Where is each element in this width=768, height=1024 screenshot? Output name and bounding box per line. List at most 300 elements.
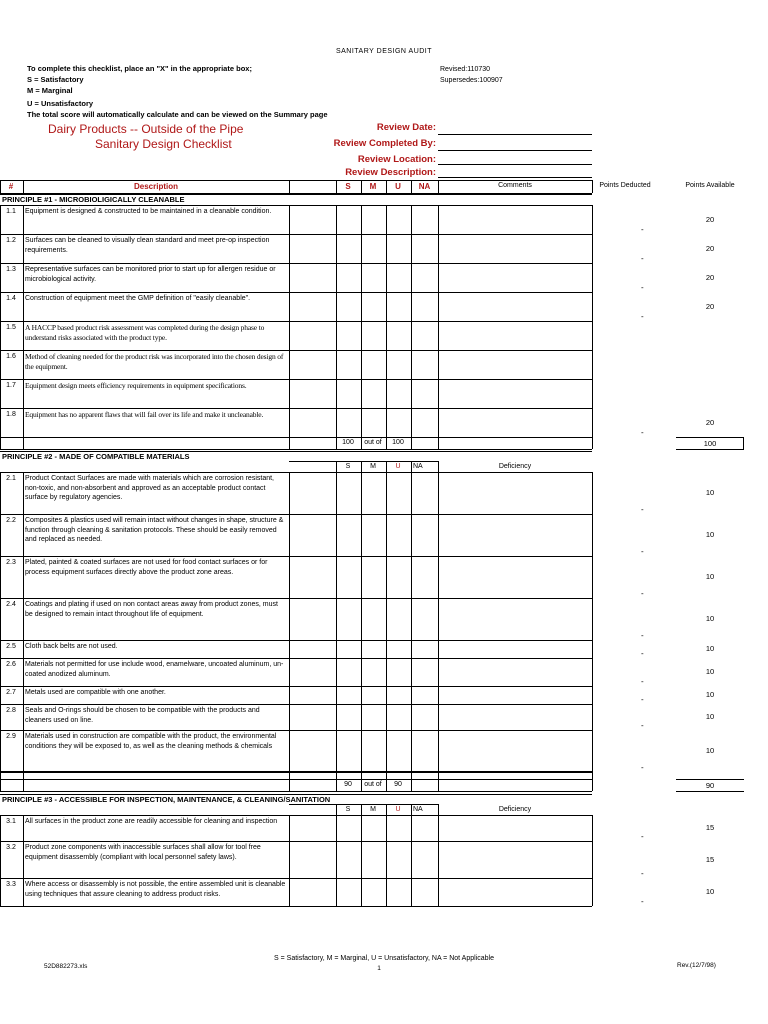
- checkbox-s[interactable]: [337, 816, 361, 841]
- grid-hline: [0, 771, 592, 772]
- item-number: 2.1: [6, 475, 16, 482]
- comment-cell[interactable]: [439, 351, 591, 379]
- supersedes-label: Supersedes:100907: [440, 77, 503, 84]
- grid-vline: [0, 771, 1, 779]
- checkbox-s[interactable]: [337, 351, 361, 379]
- points-available: 20: [705, 302, 715, 311]
- grid-vline: [592, 350, 593, 379]
- grid-vline: [289, 704, 290, 730]
- checkbox-m[interactable]: [362, 731, 386, 772]
- checkbox-u[interactable]: [387, 687, 411, 704]
- checkbox-m[interactable]: [362, 659, 386, 686]
- points-deducted: -: [641, 631, 644, 640]
- grid-vline: [411, 180, 412, 193]
- col-header-s: S: [345, 182, 351, 191]
- item-description: Product zone components with inaccessible surfaces shall allow for tool free equipment disassembly (compliant with local personnel safety laws).: [25, 844, 261, 861]
- comment-cell[interactable]: [439, 816, 591, 841]
- checkbox-u[interactable]: [387, 515, 411, 556]
- grid-vline: [0, 779, 1, 791]
- item-description: Where access or disassembly is not possible, the entire assembled unit is cleanable using techniques that assure cleaning to address product risks.: [25, 881, 286, 898]
- checkbox-m[interactable]: [362, 351, 386, 379]
- checkbox-na[interactable]: [412, 380, 438, 408]
- subheader-deficiency: Deficiency: [498, 806, 532, 813]
- grid-vline: [289, 841, 290, 878]
- checkbox-na[interactable]: [412, 816, 438, 841]
- checkbox-u[interactable]: [387, 206, 411, 234]
- subheader-na: NA: [413, 463, 423, 470]
- points-deducted: -: [641, 254, 644, 263]
- checkbox-m[interactable]: [362, 380, 386, 408]
- checkbox-m[interactable]: [362, 473, 386, 514]
- comment-cell[interactable]: [439, 322, 591, 350]
- section-score: 90: [344, 781, 352, 788]
- points-deducted: -: [641, 428, 644, 437]
- grid-hline: [676, 779, 744, 780]
- item-description: Seals and O-rings should be chosen to be compatible with the products and cleaners used on line.: [25, 707, 260, 724]
- checkbox-s[interactable]: [337, 293, 361, 321]
- section-max: 100: [392, 439, 404, 446]
- footer-page-number: 1: [377, 965, 381, 972]
- grid-vline: [592, 686, 593, 704]
- points-available: 10: [705, 488, 715, 497]
- checkbox-s[interactable]: [337, 264, 361, 292]
- comment-cell[interactable]: [439, 473, 591, 514]
- points-deducted: -: [641, 763, 644, 772]
- checkbox-na[interactable]: [412, 293, 438, 321]
- checkbox-u[interactable]: [387, 659, 411, 686]
- checkbox-u[interactable]: [387, 599, 411, 640]
- grid-vline: [23, 263, 24, 292]
- checkbox-s[interactable]: [337, 380, 361, 408]
- item-number: 3.1: [6, 818, 16, 825]
- comment-cell[interactable]: [439, 731, 591, 772]
- col-header-number: #: [8, 182, 14, 191]
- grid-vline: [592, 180, 593, 193]
- checklist-heading: Dairy Products -- Outside of the Pipe: [48, 122, 244, 136]
- grid-vline: [23, 658, 24, 686]
- checkbox-s[interactable]: [337, 731, 361, 772]
- checkbox-m[interactable]: [362, 557, 386, 598]
- grid-vline: [592, 730, 593, 772]
- checkbox-m[interactable]: [362, 599, 386, 640]
- section-out-of: out of: [364, 781, 382, 788]
- grid-hline: [0, 791, 592, 792]
- points-available: 15: [705, 823, 715, 832]
- checkbox-s[interactable]: [337, 322, 361, 350]
- item-number: 1.1: [6, 208, 16, 215]
- checkbox-u[interactable]: [387, 351, 411, 379]
- grid-vline: [592, 598, 593, 640]
- grid-vline: [438, 779, 439, 791]
- grid-vline: [289, 292, 290, 321]
- grid-vline: [592, 205, 593, 234]
- checkbox-m[interactable]: [362, 409, 386, 437]
- review-description-label: Review Description:: [345, 167, 436, 178]
- checkbox-m[interactable]: [362, 816, 386, 841]
- grid-vline: [23, 379, 24, 408]
- grid-vline: [361, 771, 362, 779]
- grid-vline: [592, 408, 593, 437]
- item-number: 2.5: [6, 643, 16, 650]
- checkbox-m[interactable]: [362, 842, 386, 878]
- revised-label: Revised:110730: [440, 66, 491, 73]
- col-header-points-available: Points Available: [685, 182, 735, 189]
- item-number: 2.7: [6, 689, 16, 696]
- grid-vline: [592, 640, 593, 658]
- subheader-s: S: [345, 806, 351, 813]
- item-description: Coatings and plating if used on non contact areas away from product zones, must be designed to remain intact throughout life of equipment.: [25, 601, 278, 618]
- item-number: 1.4: [6, 295, 16, 302]
- item-description: Representative surfaces can be monitored prior to start up for allergen residue or microbiological activity.: [25, 266, 276, 283]
- grid-vline: [23, 321, 24, 350]
- points-deducted: -: [641, 283, 644, 292]
- instruction-line-1: To complete this checklist, place an "X" in the appropriate box;: [27, 64, 252, 73]
- instruction-line-4: U = Unsatisfactory: [27, 99, 94, 108]
- item-number: 3.3: [6, 881, 16, 888]
- checkbox-na[interactable]: [412, 557, 438, 598]
- section-points-total: 90: [705, 781, 715, 790]
- item-description: A HACCP based product risk assessment was completed during the design phase to understand risks associated with the product type.: [25, 323, 265, 342]
- checkbox-u[interactable]: [387, 879, 411, 906]
- grid-vline: [289, 437, 290, 449]
- comment-cell[interactable]: [439, 687, 591, 704]
- checkbox-u[interactable]: [387, 235, 411, 263]
- checkbox-na[interactable]: [412, 705, 438, 730]
- grid-vline: [289, 514, 290, 556]
- review-completed-by-label: Review Completed By:: [333, 138, 436, 149]
- subheader-m: M: [370, 806, 376, 813]
- checkbox-m[interactable]: [362, 235, 386, 263]
- checkbox-na[interactable]: [412, 515, 438, 556]
- points-available: 20: [705, 244, 715, 253]
- grid-vline: [411, 804, 412, 815]
- footer-filename: 52D882273.xls: [44, 963, 88, 970]
- grid-vline: [438, 771, 439, 779]
- checkbox-s[interactable]: [337, 659, 361, 686]
- grid-vline: [289, 321, 290, 350]
- grid-vline: [592, 472, 593, 514]
- grid-vline: [23, 779, 24, 791]
- grid-vline: [289, 556, 290, 598]
- item-number: 3.2: [6, 844, 16, 851]
- grid-vline: [592, 704, 593, 730]
- checkbox-na[interactable]: [412, 409, 438, 437]
- checkbox-na[interactable]: [412, 206, 438, 234]
- grid-vline: [289, 686, 290, 704]
- grid-vline: [289, 379, 290, 408]
- grid-vline: [23, 878, 24, 906]
- checkbox-s[interactable]: [337, 515, 361, 556]
- checkbox-na[interactable]: [412, 842, 438, 878]
- points-deducted: -: [641, 832, 644, 841]
- item-description: Method of cleaning needed for the product risk was incorporated into the chosen design of the equipment.: [25, 352, 284, 371]
- points-deducted: -: [641, 897, 644, 906]
- grid-vline: [361, 180, 362, 193]
- grid-vline: [592, 841, 593, 878]
- grid-vline: [0, 180, 1, 193]
- checkbox-s[interactable]: [337, 409, 361, 437]
- grid-vline: [23, 686, 24, 704]
- checkbox-m[interactable]: [362, 705, 386, 730]
- checkbox-na[interactable]: [412, 879, 438, 906]
- section-max: 90: [394, 781, 402, 788]
- checkbox-m[interactable]: [362, 322, 386, 350]
- col-header-na: NA: [418, 182, 431, 191]
- item-number: 1.3: [6, 266, 16, 273]
- item-number: 2.8: [6, 707, 16, 714]
- comment-cell[interactable]: [439, 879, 591, 906]
- checklist-subheading: Sanitary Design Checklist: [95, 137, 232, 151]
- review-date-label: Review Date:: [376, 122, 436, 133]
- points-available: 10: [705, 690, 715, 699]
- grid-hline: [0, 437, 592, 438]
- grid-vline: [592, 437, 593, 449]
- comment-cell[interactable]: [439, 842, 591, 878]
- grid-vline: [592, 556, 593, 598]
- grid-vline: [23, 514, 24, 556]
- points-available: 10: [705, 614, 715, 623]
- checkbox-u[interactable]: [387, 731, 411, 772]
- item-description: Cloth back belts are not used.: [25, 643, 118, 650]
- grid-vline: [289, 730, 290, 772]
- points-available: 10: [705, 667, 715, 676]
- item-number: 1.2: [6, 237, 16, 244]
- grid-vline: [23, 556, 24, 598]
- subheader-s: S: [345, 463, 351, 470]
- checkbox-u[interactable]: [387, 641, 411, 658]
- section-score: 100: [342, 439, 354, 446]
- grid-vline: [438, 180, 439, 193]
- grid-vline: [23, 815, 24, 841]
- grid-vline: [438, 437, 439, 449]
- grid-vline: [23, 841, 24, 878]
- grid-vline: [386, 771, 387, 779]
- comment-cell[interactable]: [439, 659, 591, 686]
- checkbox-u[interactable]: [387, 473, 411, 514]
- comment-cell[interactable]: [439, 206, 591, 234]
- grid-hline: [0, 779, 592, 780]
- checkbox-na[interactable]: [412, 731, 438, 772]
- checkbox-na[interactable]: [412, 687, 438, 704]
- col-header-points-deducted: Points Deducted: [599, 182, 651, 189]
- item-number: 2.9: [6, 733, 16, 740]
- checkbox-u[interactable]: [387, 842, 411, 878]
- item-number: 2.2: [6, 517, 16, 524]
- points-deducted: -: [641, 547, 644, 556]
- grid-hline: [676, 437, 744, 438]
- item-description: Equipment design meets efficiency requirements in equipment specifications.: [25, 381, 247, 390]
- checkbox-na[interactable]: [412, 322, 438, 350]
- grid-vline: [289, 878, 290, 906]
- item-description: Composites & plastics used will remain intact without changes in shape, structure & function through cleaning & sanitation protocols. These should be easily removed and replaced as needed.: [25, 517, 284, 543]
- comment-cell[interactable]: [439, 235, 591, 263]
- grid-vline: [592, 658, 593, 686]
- checkbox-m[interactable]: [362, 687, 386, 704]
- col-header-u: U: [395, 182, 401, 191]
- grid-hline: [0, 772, 592, 773]
- checkbox-u[interactable]: [387, 380, 411, 408]
- grid-vline: [23, 598, 24, 640]
- checkbox-u[interactable]: [387, 409, 411, 437]
- grid-vline: [23, 292, 24, 321]
- checkbox-na[interactable]: [412, 235, 438, 263]
- grid-vline: [0, 437, 1, 449]
- grid-vline: [592, 779, 593, 791]
- principle-title: PRINCIPLE #2 - MADE OF COMPATIBLE MATERIALS: [2, 452, 190, 461]
- item-number: 1.7: [6, 382, 16, 389]
- grid-vline: [289, 205, 290, 234]
- grid-hline: [676, 449, 744, 450]
- section-out-of: out of: [364, 439, 382, 446]
- grid-vline: [592, 263, 593, 292]
- item-number: 1.6: [6, 353, 16, 360]
- comment-cell[interactable]: [439, 409, 591, 437]
- section-points-total: 100: [703, 439, 717, 448]
- checkbox-na[interactable]: [412, 473, 438, 514]
- checkbox-s[interactable]: [337, 557, 361, 598]
- points-available: 10: [705, 530, 715, 539]
- comment-cell[interactable]: [439, 705, 591, 730]
- grid-vline: [289, 598, 290, 640]
- points-available: 15: [705, 855, 715, 864]
- subheader-m: M: [370, 463, 376, 470]
- grid-vline: [23, 180, 24, 193]
- instruction-line-5: The total score will automatically calculate and can be viewed on the Summary page: [27, 110, 328, 119]
- grid-vline: [23, 234, 24, 263]
- grid-vline: [592, 878, 593, 906]
- comment-cell[interactable]: [439, 264, 591, 292]
- points-available: 20: [705, 273, 715, 282]
- comment-cell[interactable]: [439, 293, 591, 321]
- grid-vline: [592, 771, 593, 779]
- grid-vline: [289, 640, 290, 658]
- checkbox-s[interactable]: [337, 842, 361, 878]
- item-description: All surfaces in the product zone are readily accessible for cleaning and inspection: [25, 818, 278, 825]
- grid-vline: [23, 437, 24, 449]
- checkbox-na[interactable]: [412, 264, 438, 292]
- comment-cell[interactable]: [439, 641, 591, 658]
- item-description: Equipment has no apparent flaws that will fail over its life and make it uncleanable.: [25, 410, 264, 419]
- principle-title: PRINCIPLE #3 - ACCESSIBLE FOR INSPECTION, MAINTENANCE, & CLEANING/SANITATION: [2, 795, 331, 804]
- grid-vline: [743, 437, 744, 450]
- principle-title: PRINCIPLE #1 - MICROBIOLIGICALLY CLEANABLE: [2, 195, 185, 204]
- checkbox-m[interactable]: [362, 879, 386, 906]
- grid-hline: [289, 461, 438, 462]
- grid-vline: [23, 704, 24, 730]
- instruction-line-2: S = Satisfactory: [27, 75, 84, 84]
- item-description: Materials not permitted for use include wood, enamelware, uncoated aluminum, un-coated anodized aluminum.: [25, 661, 284, 678]
- checkbox-na[interactable]: [412, 599, 438, 640]
- points-deducted: -: [641, 225, 644, 234]
- grid-vline: [23, 640, 24, 658]
- col-header-description: Description: [133, 182, 178, 191]
- grid-vline: [289, 658, 290, 686]
- comment-cell[interactable]: [439, 599, 591, 640]
- page-title: SANITARY DESIGN AUDIT: [335, 48, 433, 55]
- checkbox-s[interactable]: [337, 235, 361, 263]
- checkbox-m[interactable]: [362, 641, 386, 658]
- grid-vline: [411, 779, 412, 791]
- grid-vline: [336, 180, 337, 193]
- checkbox-u[interactable]: [387, 293, 411, 321]
- comment-cell[interactable]: [439, 557, 591, 598]
- grid-vline: [289, 350, 290, 379]
- grid-vline: [592, 321, 593, 350]
- item-description: Product Contact Surfaces are made with materials which are corrosion resistant, non-toxic, and non-absorbent and approved as an acceptable product contact surface by regulatory agencies.: [25, 475, 274, 501]
- checkbox-u[interactable]: [387, 264, 411, 292]
- grid-vline: [289, 815, 290, 841]
- grid-vline: [289, 263, 290, 292]
- points-deducted: -: [641, 721, 644, 730]
- grid-vline: [289, 408, 290, 437]
- points-available: 20: [705, 215, 715, 224]
- item-number: 2.3: [6, 559, 16, 566]
- checkbox-m[interactable]: [362, 206, 386, 234]
- instruction-line-3: M = Marginal: [27, 86, 73, 95]
- grid-vline: [23, 771, 24, 779]
- checkbox-u[interactable]: [387, 816, 411, 841]
- grid-vline: [23, 408, 24, 437]
- checkbox-s[interactable]: [337, 599, 361, 640]
- grid-vline: [23, 205, 24, 234]
- grid-hline: [0, 906, 592, 907]
- grid-hline: [0, 449, 592, 450]
- comment-cell[interactable]: [439, 515, 591, 556]
- grid-hline: [0, 180, 592, 181]
- points-available: 10: [705, 572, 715, 581]
- checkbox-u[interactable]: [387, 705, 411, 730]
- checkbox-na[interactable]: [412, 351, 438, 379]
- footer-legend: S = Satisfactory, M = Marginal, U = Unsatisfactory, NA = Not Applicable: [274, 955, 494, 962]
- checkbox-s[interactable]: [337, 641, 361, 658]
- checkbox-m[interactable]: [362, 515, 386, 556]
- review-location-label: Review Location:: [357, 154, 436, 165]
- checkbox-s[interactable]: [337, 705, 361, 730]
- grid-vline: [592, 292, 593, 321]
- points-deducted: -: [641, 649, 644, 658]
- checkbox-u[interactable]: [387, 322, 411, 350]
- checkbox-s[interactable]: [337, 473, 361, 514]
- col-header-m: M: [369, 182, 377, 191]
- points-deducted: -: [641, 677, 644, 686]
- points-deducted: -: [641, 505, 644, 514]
- grid-vline: [592, 234, 593, 263]
- checkbox-s[interactable]: [337, 206, 361, 234]
- grid-vline: [592, 815, 593, 841]
- grid-vline: [289, 771, 290, 779]
- grid-vline: [289, 472, 290, 514]
- checkbox-na[interactable]: [412, 659, 438, 686]
- checkbox-m[interactable]: [362, 264, 386, 292]
- item-description: Plated, painted & coated surfaces are not used for food contact surfaces or for process equipment surfaces directly above the product zone areas.: [25, 559, 268, 576]
- points-deducted: -: [641, 589, 644, 598]
- checkbox-m[interactable]: [362, 293, 386, 321]
- checkbox-s[interactable]: [337, 879, 361, 906]
- comment-cell[interactable]: [439, 380, 591, 408]
- grid-vline: [23, 472, 24, 514]
- item-number: 1.5: [6, 324, 16, 331]
- checkbox-na[interactable]: [412, 641, 438, 658]
- points-available: 10: [705, 887, 715, 896]
- points-deducted: -: [641, 312, 644, 321]
- checkbox-u[interactable]: [387, 557, 411, 598]
- subheader-deficiency: Deficiency: [498, 463, 532, 470]
- checkbox-s[interactable]: [337, 687, 361, 704]
- grid-vline: [289, 779, 290, 791]
- grid-vline: [23, 350, 24, 379]
- points-available: 10: [705, 644, 715, 653]
- grid-vline: [411, 437, 412, 449]
